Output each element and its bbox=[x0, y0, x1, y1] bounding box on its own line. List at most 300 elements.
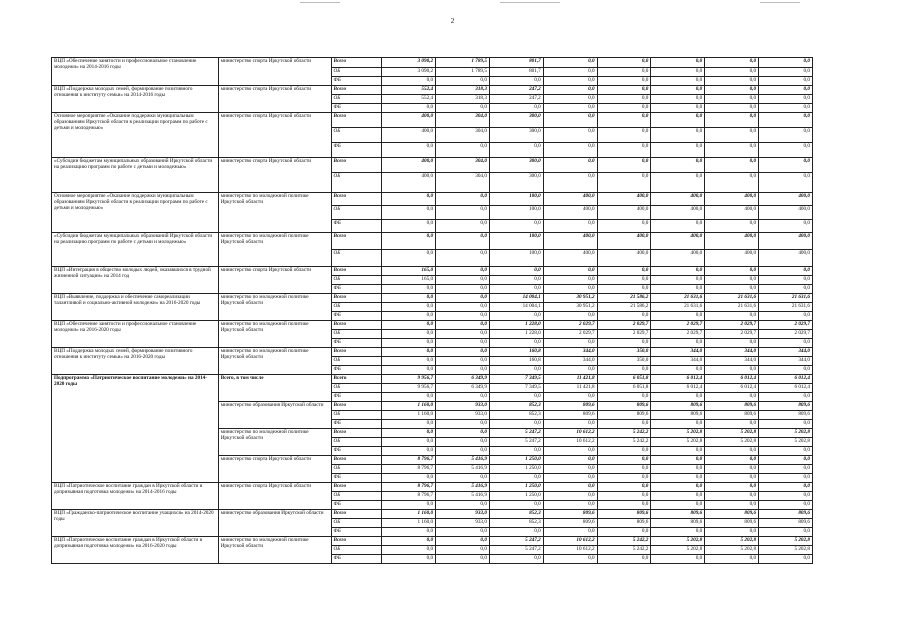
executor-cell: министерство спорта Иркутской области bbox=[218, 267, 331, 294]
amount-cell: 11 421,8 bbox=[543, 375, 597, 384]
amount-cell: 0,0 bbox=[382, 233, 436, 250]
amount-cell: 809,6 bbox=[705, 519, 759, 528]
funding-source-cell: ОБ bbox=[331, 411, 382, 420]
amount-cell: 0,0 bbox=[705, 86, 759, 95]
amount-cell: 344,0 bbox=[759, 357, 813, 366]
amount-cell: 0,0 bbox=[382, 312, 436, 321]
amount-cell: 0,0 bbox=[651, 220, 705, 233]
amount-cell: 5 416,9 bbox=[436, 492, 490, 501]
amount-cell: 165,0 bbox=[382, 276, 436, 285]
amount-cell: 400,0 bbox=[759, 193, 813, 206]
amount-cell: 0,0 bbox=[489, 474, 543, 483]
executor-cell: министерство образования Иркутской области bbox=[218, 510, 331, 537]
funding-source-cell: ФБ bbox=[331, 528, 382, 537]
amount-cell: 852,3 bbox=[489, 519, 543, 528]
amount-cell: 809,6 bbox=[543, 510, 597, 519]
amount-cell: 5 242,2 bbox=[597, 546, 651, 555]
amount-cell: 100,0 bbox=[489, 193, 543, 206]
funding-source-cell: Всего bbox=[331, 456, 382, 465]
amount-cell: 8 796,7 bbox=[382, 483, 436, 492]
amount-cell: 344,0 bbox=[705, 348, 759, 357]
amount-cell: 0,0 bbox=[436, 285, 490, 294]
amount-cell: 1 250,0 bbox=[489, 483, 543, 492]
amount-cell: 0,0 bbox=[597, 339, 651, 348]
amount-cell: 21 631,6 bbox=[651, 294, 705, 303]
amount-cell: 0,0 bbox=[597, 104, 651, 113]
amount-cell: 0,0 bbox=[759, 456, 813, 465]
amount-cell: 0,0 bbox=[382, 474, 436, 483]
amount-cell: 0,0 bbox=[597, 393, 651, 402]
amount-cell: 21 586,2 bbox=[597, 303, 651, 312]
funding-source-cell: Всего bbox=[331, 537, 382, 546]
amount-cell: 0,0 bbox=[543, 555, 597, 564]
amount-cell: 0,0 bbox=[705, 267, 759, 276]
amount-cell: 0,0 bbox=[705, 555, 759, 564]
amount-cell: 0,0 bbox=[597, 492, 651, 501]
amount-cell: 0,0 bbox=[543, 456, 597, 465]
amount-cell: 21 631,6 bbox=[705, 303, 759, 312]
amount-cell: 809,6 bbox=[597, 510, 651, 519]
amount-cell: 0,0 bbox=[436, 357, 490, 366]
amount-cell: 247,2 bbox=[489, 86, 543, 95]
amount-cell: 165,0 bbox=[382, 267, 436, 276]
amount-cell: 0,0 bbox=[436, 537, 490, 546]
funding-source-cell: ФБ bbox=[331, 366, 382, 375]
funding-source-cell: ФБ bbox=[331, 501, 382, 510]
amount-cell: 0,0 bbox=[759, 366, 813, 375]
amount-cell: 0,0 bbox=[382, 438, 436, 447]
amount-cell: 0,0 bbox=[543, 68, 597, 77]
amount-cell: 933,0 bbox=[436, 411, 490, 420]
amount-cell: 0,0 bbox=[759, 113, 813, 128]
program-name-cell: Подпрограмма «Патриотическое воспитание молодежи» на 2014-2020 годы bbox=[52, 375, 219, 483]
amount-cell: 0,0 bbox=[436, 348, 490, 357]
program-name-cell: ВЦП «Обеспечение занятости и профессиональное становление молодежи» на 2014-2016 годы bbox=[52, 58, 219, 86]
amount-cell: 0,0 bbox=[705, 528, 759, 537]
amount-cell: 0,0 bbox=[436, 220, 490, 233]
amount-cell: 400,0 bbox=[597, 206, 651, 220]
amount-cell: 0,0 bbox=[382, 104, 436, 113]
table-row bbox=[52, 113, 813, 128]
table-row bbox=[52, 294, 813, 303]
funding-source-cell: Всего bbox=[331, 294, 382, 303]
amount-cell: 400,0 bbox=[382, 173, 436, 193]
amount-cell: 0,0 bbox=[382, 537, 436, 546]
amount-cell: 0,0 bbox=[759, 220, 813, 233]
scan-edge-mark bbox=[760, 2, 800, 4]
amount-cell: 5 202,8 bbox=[705, 438, 759, 447]
amount-cell: 0,0 bbox=[543, 447, 597, 456]
amount-cell: 809,6 bbox=[543, 411, 597, 420]
amount-cell: 400,0 bbox=[759, 233, 813, 250]
amount-cell: 350,0 bbox=[597, 357, 651, 366]
amount-cell: 0,0 bbox=[489, 143, 543, 158]
program-name-cell: ВЦП «Поддержка молодых семей, формирование позитивного отношения к институту семьи» на 2016-2020 годы bbox=[52, 348, 219, 375]
amount-cell: 318,3 bbox=[436, 86, 490, 95]
amount-cell: 0,0 bbox=[597, 276, 651, 285]
amount-cell: 0,0 bbox=[543, 465, 597, 474]
amount-cell: 0,0 bbox=[543, 501, 597, 510]
funding-source-cell: ФБ bbox=[331, 285, 382, 294]
amount-cell: 5 416,9 bbox=[436, 465, 490, 474]
amount-cell: 400,0 bbox=[543, 193, 597, 206]
program-name-cell: ВЦП «Патриотическое воспитание граждан в Иркутской области и допризывная подготовка молодежи» на 2014-2016 годы bbox=[52, 483, 219, 510]
table-row bbox=[52, 58, 813, 68]
amount-cell: 304,0 bbox=[436, 173, 490, 193]
amount-cell: 344,0 bbox=[543, 357, 597, 366]
funding-source-cell: ФБ bbox=[331, 143, 382, 158]
amount-cell: 0,0 bbox=[436, 303, 490, 312]
amount-cell: 0,0 bbox=[543, 285, 597, 294]
amount-cell: 344,0 bbox=[651, 357, 705, 366]
amount-cell: 0,0 bbox=[382, 393, 436, 402]
amount-cell: 0,0 bbox=[543, 393, 597, 402]
amount-cell: 100,0 bbox=[489, 250, 543, 267]
amount-cell: 0,0 bbox=[651, 285, 705, 294]
amount-cell: 0,0 bbox=[705, 285, 759, 294]
amount-cell: 0,0 bbox=[759, 555, 813, 564]
funding-source-cell: ОБ bbox=[331, 384, 382, 393]
funding-source-cell: Всего bbox=[331, 86, 382, 95]
amount-cell: 0,0 bbox=[489, 393, 543, 402]
funding-source-cell: ОБ bbox=[331, 465, 382, 474]
amount-cell: 0,0 bbox=[436, 193, 490, 206]
amount-cell: 8 796,7 bbox=[382, 465, 436, 474]
table-row bbox=[52, 233, 813, 250]
amount-cell: 809,6 bbox=[597, 411, 651, 420]
executor-cell: министерство по молодежной политике Иркутской области bbox=[218, 294, 331, 321]
amount-cell: 9 956,7 bbox=[382, 384, 436, 393]
amount-cell: 1 228,0 bbox=[489, 330, 543, 339]
amount-cell: 304,0 bbox=[436, 113, 490, 128]
funding-source-cell: ОБ bbox=[331, 303, 382, 312]
amount-cell: 0,0 bbox=[705, 220, 759, 233]
amount-cell: 0,0 bbox=[543, 312, 597, 321]
amount-cell: 0,0 bbox=[543, 220, 597, 233]
amount-cell: 0,0 bbox=[436, 420, 490, 429]
amount-cell: 852,3 bbox=[489, 411, 543, 420]
amount-cell: 344,0 bbox=[705, 357, 759, 366]
amount-cell: 21 586,2 bbox=[597, 294, 651, 303]
amount-cell: 0,0 bbox=[543, 276, 597, 285]
amount-cell: 0,0 bbox=[597, 420, 651, 429]
amount-cell: 0,0 bbox=[436, 250, 490, 267]
executor-cell: министерство спорта Иркутской области bbox=[218, 483, 331, 510]
amount-cell: 1 160,0 bbox=[382, 519, 436, 528]
amount-cell: 0,0 bbox=[597, 555, 651, 564]
amount-cell: 0,0 bbox=[597, 220, 651, 233]
funding-source-cell: ФБ bbox=[331, 220, 382, 233]
amount-cell: 3 090,2 bbox=[382, 58, 436, 68]
amount-cell: 933,0 bbox=[436, 519, 490, 528]
funding-source-cell: ФБ bbox=[331, 420, 382, 429]
amount-cell: 0,0 bbox=[543, 366, 597, 375]
amount-cell: 400,0 bbox=[597, 233, 651, 250]
amount-cell: 0,0 bbox=[759, 128, 813, 143]
amount-cell: 0,0 bbox=[382, 321, 436, 330]
amount-cell: 0,0 bbox=[705, 501, 759, 510]
amount-cell: 0,0 bbox=[651, 86, 705, 95]
program-name-cell: Основное мероприятие «Оказание поддержки муниципальным образованиям Иркутской области в реализации программ по работе с детьми и молодежью» bbox=[52, 113, 219, 158]
funding-source-cell: ОБ bbox=[331, 250, 382, 267]
executor-cell: министерство спорта Иркутской области bbox=[218, 456, 331, 483]
amount-cell: 809,6 bbox=[759, 402, 813, 411]
funding-source-cell: ОБ bbox=[331, 68, 382, 77]
amount-cell: 0,0 bbox=[705, 68, 759, 77]
amount-cell: 0,0 bbox=[651, 113, 705, 128]
amount-cell: 400,0 bbox=[651, 250, 705, 267]
amount-cell: 30 951,2 bbox=[543, 294, 597, 303]
amount-cell: 0,0 bbox=[489, 312, 543, 321]
amount-cell: 0,0 bbox=[543, 95, 597, 104]
amount-cell: 5 416,9 bbox=[436, 483, 490, 492]
funding-source-cell: ОБ bbox=[331, 173, 382, 193]
amount-cell: 0,0 bbox=[436, 339, 490, 348]
amount-cell: 0,0 bbox=[382, 294, 436, 303]
amount-cell: 0,0 bbox=[759, 58, 813, 68]
amount-cell: 0,0 bbox=[705, 128, 759, 143]
amount-cell: 400,0 bbox=[759, 206, 813, 220]
amount-cell: 0,0 bbox=[597, 447, 651, 456]
amount-cell: 0,0 bbox=[436, 330, 490, 339]
amount-cell: 1 789,5 bbox=[436, 58, 490, 68]
amount-cell: 0,0 bbox=[759, 86, 813, 95]
scan-edge-mark bbox=[500, 2, 560, 4]
amount-cell: 5 247,2 bbox=[489, 438, 543, 447]
amount-cell: 6 349,9 bbox=[436, 375, 490, 384]
amount-cell: 2 029,7 bbox=[651, 330, 705, 339]
executor-cell: министерство спорта Иркутской области bbox=[218, 158, 331, 193]
amount-cell: 0,0 bbox=[651, 483, 705, 492]
executor-cell: министерство по молодежной политике Иркутской области bbox=[218, 537, 331, 564]
program-name-cell: ВЦП «Выявление, поддержка и обеспечение самореализации талантливой и социально-активной молодежи» на 2016-2020 годы bbox=[52, 294, 219, 321]
amount-cell: 2 029,7 bbox=[759, 330, 813, 339]
amount-cell: 0,0 bbox=[759, 393, 813, 402]
amount-cell: 8 796,7 bbox=[382, 492, 436, 501]
amount-cell: 809,6 bbox=[759, 510, 813, 519]
amount-cell: 0,0 bbox=[759, 447, 813, 456]
amount-cell: 0,0 bbox=[651, 465, 705, 474]
table-row bbox=[52, 375, 813, 384]
amount-cell: 0,0 bbox=[705, 58, 759, 68]
amount-cell: 0,0 bbox=[489, 339, 543, 348]
amount-cell: 933,0 bbox=[436, 510, 490, 519]
table-row bbox=[52, 193, 813, 206]
table-row bbox=[52, 158, 813, 173]
amount-cell: 0,0 bbox=[489, 447, 543, 456]
amount-cell: 300,0 bbox=[489, 173, 543, 193]
amount-cell: 0,0 bbox=[436, 276, 490, 285]
table-row bbox=[52, 483, 813, 492]
amount-cell: 933,0 bbox=[436, 402, 490, 411]
amount-cell: 0,0 bbox=[597, 528, 651, 537]
amount-cell: 0,0 bbox=[382, 429, 436, 438]
amount-cell: 0,0 bbox=[705, 77, 759, 86]
amount-cell: 0,0 bbox=[705, 474, 759, 483]
amount-cell: 10 612,2 bbox=[543, 429, 597, 438]
amount-cell: 10 612,2 bbox=[543, 438, 597, 447]
amount-cell: 2 029,7 bbox=[543, 330, 597, 339]
amount-cell: 1 160,0 bbox=[382, 510, 436, 519]
funding-source-cell: ОБ bbox=[331, 128, 382, 143]
funding-source-cell: ОБ bbox=[331, 330, 382, 339]
amount-cell: 0,0 bbox=[705, 104, 759, 113]
executor-cell: министерство по молодежной политике Иркутской области bbox=[218, 321, 331, 348]
amount-cell: 0,0 bbox=[759, 158, 813, 173]
amount-cell: 400,0 bbox=[705, 206, 759, 220]
amount-cell: 809,6 bbox=[651, 402, 705, 411]
amount-cell: 0,0 bbox=[651, 104, 705, 113]
amount-cell: 0,0 bbox=[651, 366, 705, 375]
amount-cell: 0,0 bbox=[382, 528, 436, 537]
amount-cell: 344,0 bbox=[651, 348, 705, 357]
amount-cell: 0,0 bbox=[489, 420, 543, 429]
funding-source-cell: ОБ bbox=[331, 206, 382, 220]
amount-cell: 0,0 bbox=[597, 285, 651, 294]
amount-cell: 400,0 bbox=[651, 206, 705, 220]
amount-cell: 0,0 bbox=[759, 492, 813, 501]
amount-cell: 21 631,6 bbox=[759, 303, 813, 312]
funding-source-cell: ФБ bbox=[331, 393, 382, 402]
amount-cell: 0,0 bbox=[759, 276, 813, 285]
amount-cell: 0,0 bbox=[489, 501, 543, 510]
funding-source-cell: ОБ bbox=[331, 492, 382, 501]
amount-cell: 9 956,7 bbox=[382, 375, 436, 384]
amount-cell: 0,0 bbox=[489, 555, 543, 564]
amount-cell: 0,0 bbox=[543, 143, 597, 158]
amount-cell: 6 012,4 bbox=[705, 384, 759, 393]
funding-source-cell: Всего bbox=[331, 58, 382, 68]
amount-cell: 0,0 bbox=[651, 393, 705, 402]
amount-cell: 0,0 bbox=[382, 77, 436, 86]
program-name-cell: «Субсидии бюджетам муниципальных образований Иркутской области на реализацию программ по работе с детьми и молодежью» bbox=[52, 158, 219, 193]
amount-cell: 0,0 bbox=[436, 474, 490, 483]
amount-cell: 0,0 bbox=[489, 267, 543, 276]
amount-cell: 318,3 bbox=[436, 95, 490, 104]
amount-cell: 0,0 bbox=[651, 420, 705, 429]
amount-cell: 2 029,7 bbox=[705, 321, 759, 330]
amount-cell: 0,0 bbox=[651, 173, 705, 193]
amount-cell: 0,0 bbox=[436, 447, 490, 456]
amount-cell: 2 029,7 bbox=[759, 321, 813, 330]
funding-source-cell: ОБ bbox=[331, 357, 382, 366]
amount-cell: 6 012,4 bbox=[759, 384, 813, 393]
amount-cell: 0,0 bbox=[382, 250, 436, 267]
amount-cell: 1 160,0 bbox=[382, 402, 436, 411]
funding-source-cell: ФБ bbox=[331, 555, 382, 564]
amount-cell: 0,0 bbox=[651, 555, 705, 564]
amount-cell: 0,0 bbox=[382, 357, 436, 366]
amount-cell: 2 029,7 bbox=[597, 321, 651, 330]
amount-cell: 400,0 bbox=[759, 250, 813, 267]
amount-cell: 0,0 bbox=[543, 128, 597, 143]
amount-cell: 5 202,8 bbox=[651, 537, 705, 546]
amount-cell: 400,0 bbox=[597, 193, 651, 206]
amount-cell: 11 421,8 bbox=[543, 384, 597, 393]
amount-cell: 0,0 bbox=[705, 95, 759, 104]
amount-cell: 0,0 bbox=[543, 492, 597, 501]
amount-cell: 2 029,7 bbox=[705, 330, 759, 339]
amount-cell: 0,0 bbox=[705, 483, 759, 492]
amount-cell: 8 796,7 bbox=[382, 456, 436, 465]
amount-cell: 100,0 bbox=[489, 206, 543, 220]
amount-cell: 0,0 bbox=[597, 113, 651, 128]
amount-cell: 6 012,4 bbox=[759, 375, 813, 384]
amount-cell: 0,0 bbox=[436, 501, 490, 510]
amount-cell: 0,0 bbox=[382, 220, 436, 233]
amount-cell: 0,0 bbox=[436, 206, 490, 220]
amount-cell: 1 250,0 bbox=[489, 456, 543, 465]
scan-edge-mark bbox=[300, 2, 340, 4]
budget-table-body bbox=[52, 58, 813, 564]
amount-cell: 6 051,8 bbox=[597, 375, 651, 384]
amount-cell: 0,0 bbox=[382, 501, 436, 510]
amount-cell: 0,0 bbox=[759, 528, 813, 537]
amount-cell: 6 012,4 bbox=[651, 384, 705, 393]
amount-cell: 0,0 bbox=[489, 528, 543, 537]
amount-cell: 0,0 bbox=[651, 58, 705, 68]
amount-cell: 0,0 bbox=[651, 474, 705, 483]
amount-cell: 400,0 bbox=[651, 193, 705, 206]
amount-cell: 0,0 bbox=[759, 267, 813, 276]
amount-cell: 0,0 bbox=[759, 420, 813, 429]
budget-table bbox=[51, 57, 813, 564]
amount-cell: 0,0 bbox=[543, 339, 597, 348]
amount-cell: 0,0 bbox=[436, 366, 490, 375]
amount-cell: 21 631,6 bbox=[705, 294, 759, 303]
funding-source-cell: Всего bbox=[331, 510, 382, 519]
amount-cell: 5 247,2 bbox=[489, 537, 543, 546]
amount-cell: 0,0 bbox=[597, 68, 651, 77]
funding-source-cell: ОБ bbox=[331, 519, 382, 528]
executor-cell: министерство спорта Иркутской области bbox=[218, 86, 331, 113]
amount-cell: 0,0 bbox=[705, 420, 759, 429]
executor-cell: министерство спорта Иркутской области bbox=[218, 113, 331, 158]
amount-cell: 0,0 bbox=[759, 465, 813, 474]
amount-cell: 0,0 bbox=[759, 312, 813, 321]
amount-cell: 0,0 bbox=[489, 276, 543, 285]
funding-source-cell: Всего bbox=[331, 233, 382, 250]
amount-cell: 21 631,6 bbox=[651, 303, 705, 312]
amount-cell: 0,0 bbox=[382, 420, 436, 429]
amount-cell: 0,0 bbox=[543, 420, 597, 429]
amount-cell: 809,6 bbox=[543, 402, 597, 411]
amount-cell: 0,0 bbox=[705, 158, 759, 173]
amount-cell: 6 012,4 bbox=[651, 375, 705, 384]
amount-cell: 7 349,5 bbox=[489, 384, 543, 393]
amount-cell: 801,7 bbox=[489, 58, 543, 68]
amount-cell: 801,7 bbox=[489, 68, 543, 77]
amount-cell: 0,0 bbox=[651, 95, 705, 104]
amount-cell: 0,0 bbox=[705, 339, 759, 348]
amount-cell: 160,8 bbox=[489, 348, 543, 357]
amount-cell: 0,0 bbox=[436, 104, 490, 113]
amount-cell: 0,0 bbox=[651, 456, 705, 465]
amount-cell: 0,0 bbox=[543, 267, 597, 276]
amount-cell: 0,0 bbox=[382, 303, 436, 312]
amount-cell: 5 416,9 bbox=[436, 456, 490, 465]
amount-cell: 0,0 bbox=[436, 438, 490, 447]
amount-cell: 809,6 bbox=[705, 510, 759, 519]
amount-cell: 809,6 bbox=[759, 411, 813, 420]
amount-cell: 0,0 bbox=[597, 267, 651, 276]
amount-cell: 809,6 bbox=[759, 519, 813, 528]
amount-cell: 0,0 bbox=[436, 546, 490, 555]
amount-cell: 0,0 bbox=[705, 465, 759, 474]
amount-cell: 0,0 bbox=[651, 143, 705, 158]
amount-cell: 809,6 bbox=[705, 411, 759, 420]
funding-source-cell: Всего bbox=[331, 158, 382, 173]
